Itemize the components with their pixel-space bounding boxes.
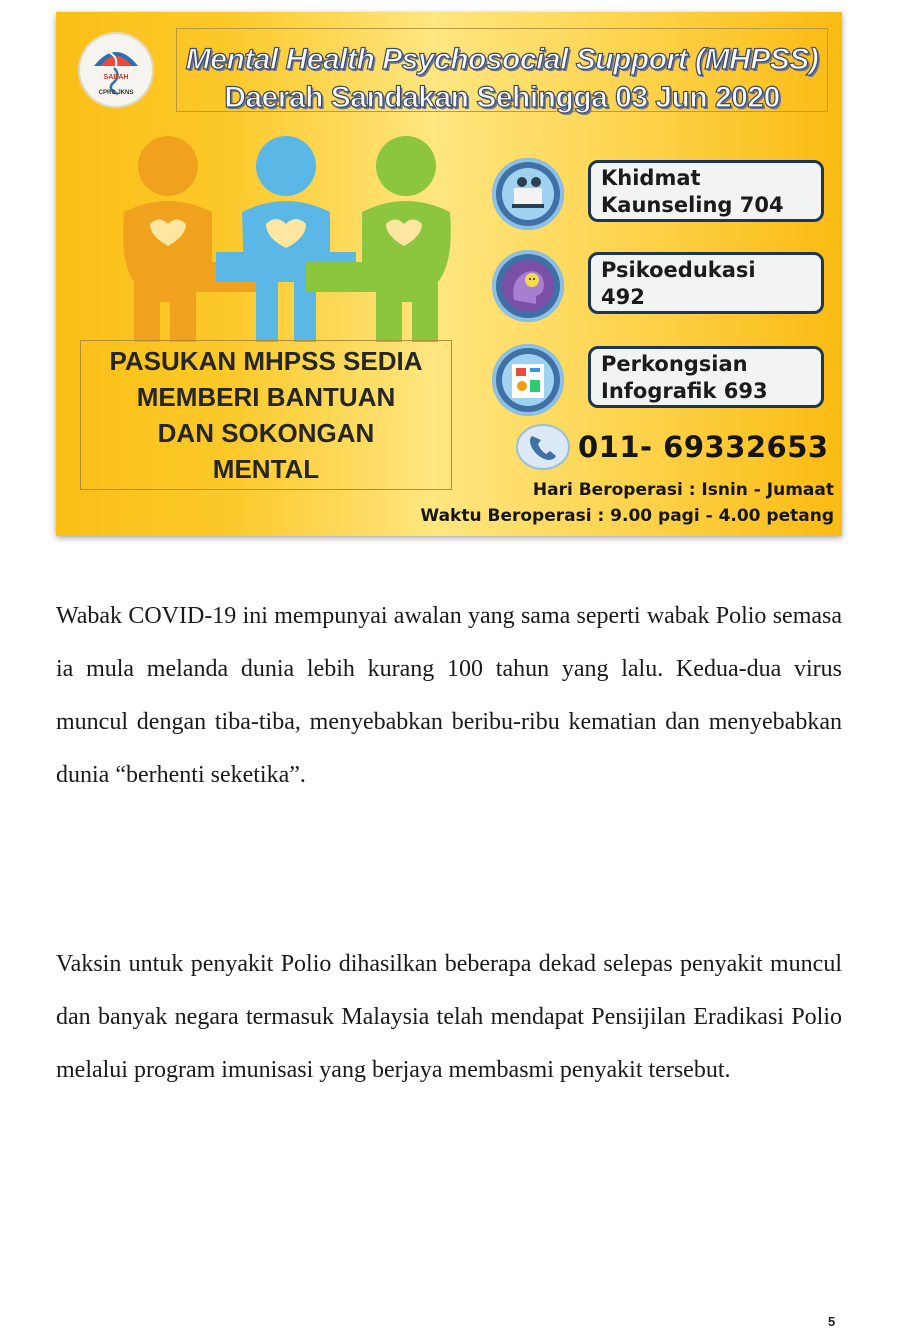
service-psychoeducation — [492, 250, 832, 330]
banner-title-box — [176, 28, 828, 112]
paragraph-covid-polio: Wabak COVID-19 ini mempunyai awalan yang sama seperti wabak Polio semasa ia mula melanda dunia lebih kurang 100 tahun yang lalu. Kedua-dua virus muncul dengan tiba-tiba, menyebabkan beribu-ribu kematian dan menyebabkan dunia “berhenti seketika”. — [56, 603, 842, 788]
operating-hours: Waktu Beroperasi : 9.00 pagi - 4.00 petang — [420, 506, 834, 526]
service-infographic — [492, 344, 832, 424]
infographic-icon — [492, 344, 564, 416]
service-counseling-label: Khidmat Kaunseling 704 — [588, 160, 824, 222]
slogan-text: PASUKAN MHPSS SEDIA MEMBERI BANTUAN DAN SOKONGAN MENTAL — [109, 346, 423, 484]
people-holding-hands-icon — [116, 132, 456, 344]
phone-icon — [516, 424, 570, 470]
mhpss-banner — [56, 12, 842, 536]
page-number: 5 — [828, 1314, 836, 1329]
counseling-icon — [492, 158, 564, 230]
service-infographic-label: Perkongsian Infografik 693 — [588, 346, 824, 408]
sabah-cprc-logo — [78, 32, 154, 108]
service-psychoeducation-label: Psikoedukasi 492 — [588, 252, 824, 314]
service-counseling — [492, 158, 832, 238]
operating-days: Hari Beroperasi : Isnin - Jumaat — [532, 480, 834, 500]
phone-number: 011- 69332653 — [578, 430, 829, 464]
logo-top-text: SABAH — [103, 74, 129, 81]
banner-title: Mental Health Psychosocial Support (MHPSS) — [185, 43, 819, 76]
psychoeducation-icon — [492, 250, 564, 322]
slogan-box — [80, 340, 452, 490]
paragraph-polio-vaccine: Vaksin untuk penyakit Polio dihasilkan beberapa dekad selepas penyakit muncul dan banyak negara termasuk Malaysia telah mendapat Pensijilan Eradikasi Polio melalui program imunisasi yang berjaya membasmi penyakit tersebut. — [56, 951, 842, 1083]
logo-bottom-text: CPRC JKNS — [98, 90, 134, 96]
banner-subtitle: Daerah Sandakan Sehingga 03 Jun 2020 — [224, 81, 780, 114]
